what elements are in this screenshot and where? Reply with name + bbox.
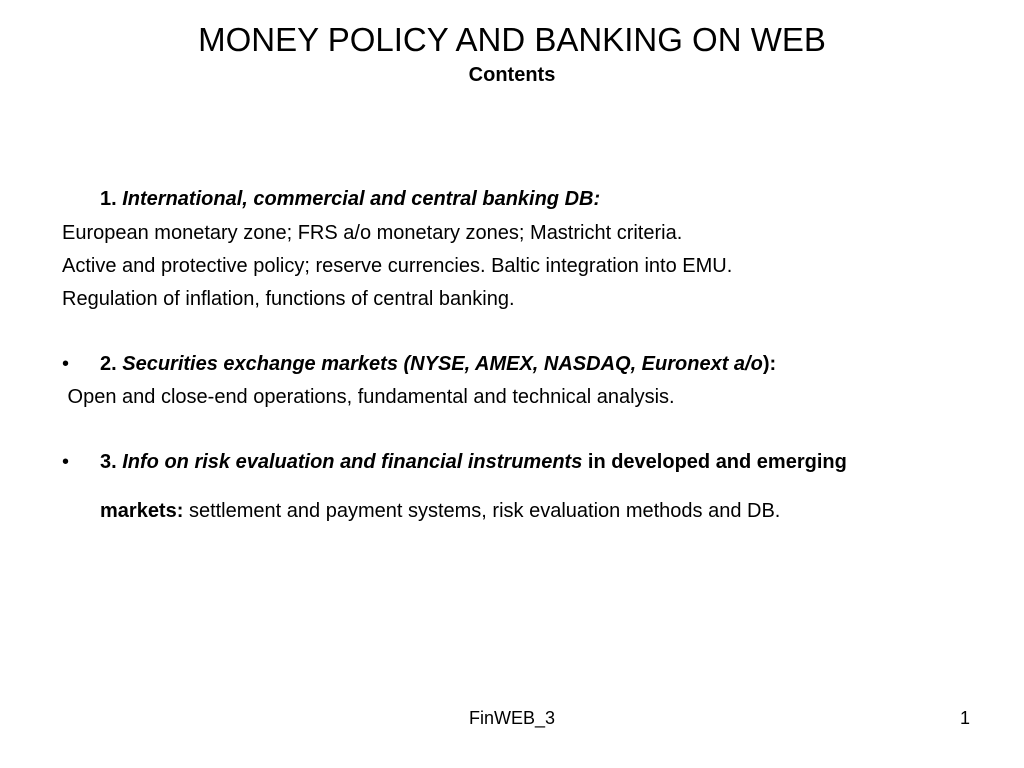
- section-3-bullet: •: [62, 451, 70, 473]
- section-3-heading: [100, 449, 847, 475]
- section-1-line-3: Regulation of inflation, functions of central banking.: [62, 288, 515, 310]
- section-2-line: Open and close-end operations, fundamental and technical analysis.: [62, 386, 675, 408]
- section-1-line-1: European monetary zone; FRS a/o monetary zones; Mastricht criteria.: [62, 222, 683, 244]
- slide-title: MONEY POLICY AND BANKING ON WEB: [198, 21, 826, 58]
- section-2-bullet: •: [62, 353, 70, 375]
- section-2-title: Securities exchange markets (NYSE, AMEX, NASDAQ, Euronext a/o: [122, 353, 763, 375]
- section-1-title: International, commercial and central banking DB:: [122, 188, 601, 210]
- section-3-markets-text: settlement and payment systems, risk evaluation methods and DB.: [183, 500, 781, 522]
- section-1-line-2: Active and protective policy; reserve currencies. Baltic integration into EMU.: [62, 255, 733, 277]
- section-3-title-tail: in developed and emerging: [582, 451, 847, 473]
- section-2-title-end: ):: [762, 353, 777, 375]
- page-number: 1: [959, 708, 970, 728]
- slide-subtitle: Contents: [468, 64, 556, 86]
- section-3-title: Info on risk evaluation and financial instruments: [122, 451, 583, 473]
- section-2-number: 2.: [100, 353, 123, 375]
- section-3-markets-line: [100, 498, 780, 524]
- section-1-heading: [100, 186, 600, 212]
- section-1-number: 1.: [100, 188, 123, 210]
- section-2-heading: [100, 351, 776, 377]
- section-3-markets-label: markets:: [100, 500, 184, 522]
- footer-label: FinWEB_3: [468, 708, 556, 728]
- section-3-number: 3.: [100, 451, 123, 473]
